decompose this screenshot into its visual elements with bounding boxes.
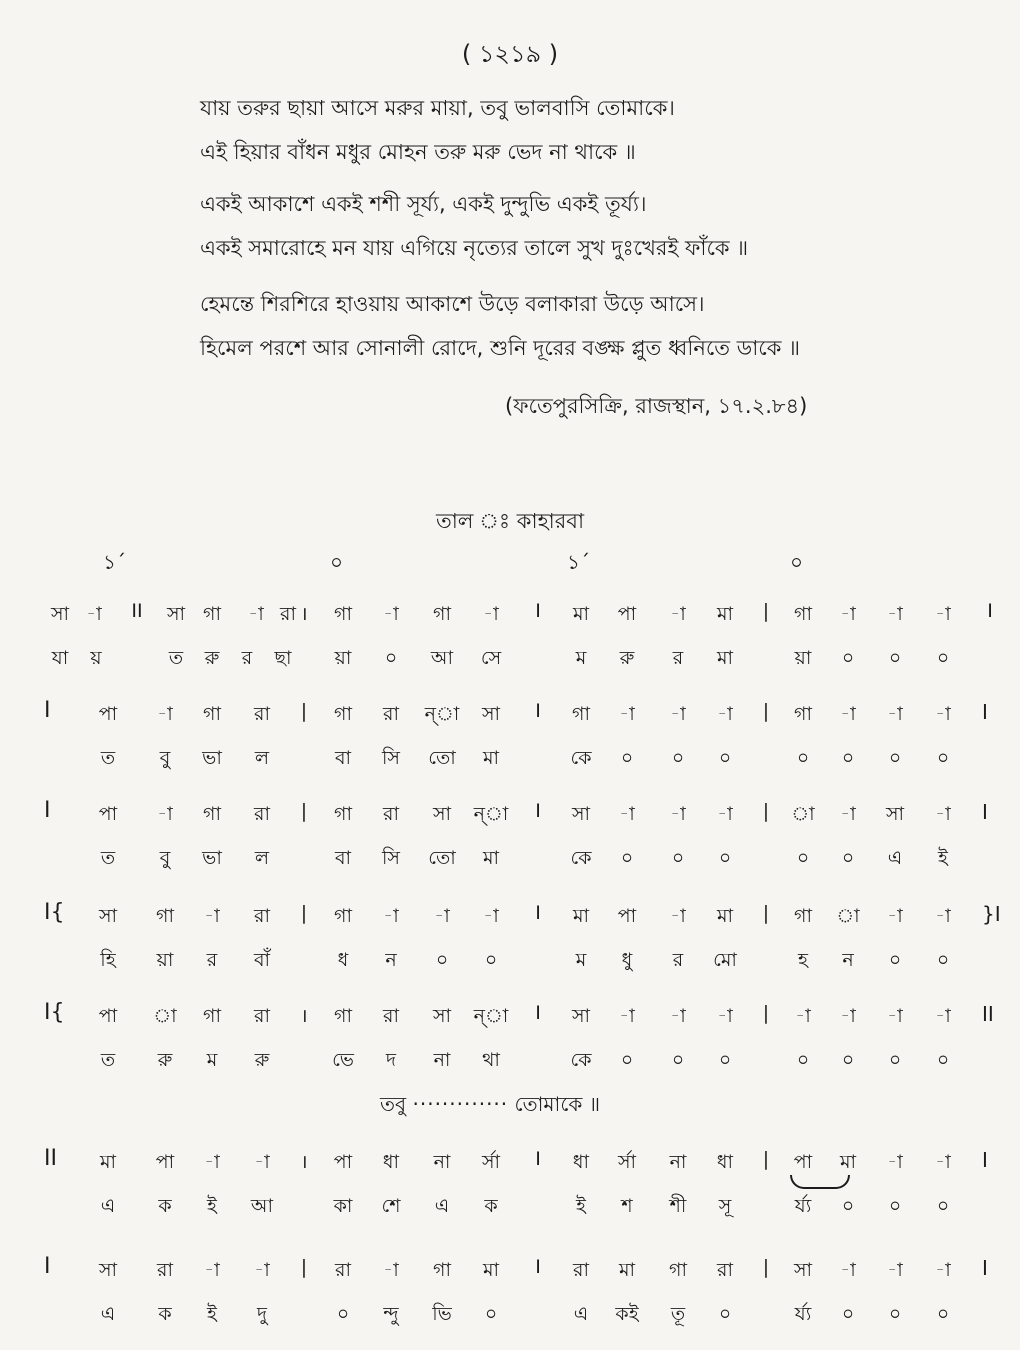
note-cell: না [669,1151,687,1173]
note-cell: সা [885,803,905,825]
note-cell: | [762,1256,770,1278]
lyric-syllable: ০ [841,1303,855,1325]
note-cell: -া [254,1151,270,1173]
lyric-syllable: মো [713,949,737,971]
lyric-syllable: র [672,949,684,971]
lyric-syllable: র [672,647,684,669]
note-cell: রা [254,1005,270,1027]
note-cell: পা [793,1151,813,1173]
lyric-syllable: ম [575,647,587,669]
row-start-mark: I{ [44,1000,65,1025]
lyric-syllable: ই [207,1303,217,1325]
note-cell: -া [670,803,686,825]
note-cell: সা [98,1259,118,1281]
row-end-mark: I [982,1148,988,1172]
note-cell: I [535,1256,541,1278]
note-cell: -া [254,1259,270,1281]
note-cell: মা [716,603,734,625]
note-cell: | [300,700,308,722]
note-cell: ধা [716,1151,734,1173]
lyric-syllable: ০ [484,949,498,971]
lyric-syllable: তো [428,747,456,769]
lyrics-stanza-2 [200,182,960,270]
note-cell: -া [383,1259,399,1281]
lyric-syllable: ম [575,949,587,971]
note-cell: -া [204,905,220,927]
note-cell: -া [935,905,951,927]
note-cell: গা [794,703,812,725]
note-cell: া [153,1005,177,1027]
note-cell: সা [166,603,186,625]
note-cell: গা [433,603,451,625]
note-cell: রা [383,803,399,825]
note-cell: া [836,905,860,927]
note-cell: -া [717,1005,733,1027]
note-cell: পা [98,803,118,825]
lyric-syllable: ০ [671,847,685,869]
note-cell: গা [572,703,590,725]
note-cell: | [762,800,770,822]
note-cell: -া [204,1151,220,1173]
lyric-syllable: সূ [718,1195,732,1217]
note-cell: রা [254,905,270,927]
row-start-mark: II [44,1146,57,1171]
note-cell: মা [618,1259,636,1281]
note-cell: I [535,600,541,622]
note-cell: -া [840,603,856,625]
lyric-syllable: য়া [334,647,352,669]
lyric-syllable: দু [257,1303,267,1325]
note-cell: গা [433,1259,451,1281]
note-cell: পা [98,703,118,725]
lyric-syllable: ০ [841,847,855,869]
lyric-syllable: এ [434,1195,450,1217]
note-cell: | [762,1148,770,1170]
note-cell: মা [572,603,590,625]
note-cell: -া [717,803,733,825]
lyric-syllable: ০ [888,1303,902,1325]
place-date: (ফতেপুরসিক্রি, রাজস্থান, ১৭.২.৮৪) [505,394,808,418]
row-end-mark: I [982,1256,988,1280]
note-cell: -া [887,1005,903,1027]
note-cell: -া [248,603,264,625]
note-cell: -া [887,1259,903,1281]
lyric-syllable: দ [386,1049,396,1071]
lyric-syllable: কে [570,847,592,869]
lyric-syllable: ০ [936,949,950,971]
note-cell: -া [935,1151,951,1173]
note-cell: -া [619,803,635,825]
note-cell: না [433,1151,451,1173]
lyric-syllable: ০ [888,949,902,971]
lyric-syllable: শ [621,1195,633,1217]
lyric-line: একই আকাশে একই শশী সূর্য্য, একই দুন্দুভি একই তূর্য্য। [200,192,647,216]
note-cell: -া [157,703,173,725]
note-cell: -া [483,603,499,625]
note-cell: সা [432,1005,452,1027]
note-cell: রা [573,1259,589,1281]
note-cell: গা [334,603,352,625]
lyric-syllable: ০ [718,1049,732,1071]
note-cell: -া [887,703,903,725]
page-number: ( ১২১৯ ) [461,40,559,68]
note-cell: -া [670,1005,686,1027]
lyric-syllable: আ [430,647,454,669]
lyric-syllable: ক [158,1195,172,1217]
note-cell: পা [98,1005,118,1027]
note-cell: সা [793,1259,813,1281]
note-cell: -া [887,1151,903,1173]
note-cell: I [535,700,541,722]
lyric-syllable: ০ [620,1049,634,1071]
lyric-syllable: ০ [435,949,449,971]
note-cell: | [300,800,308,822]
lyric-syllable: সে [480,647,502,669]
lyric-syllable: ছা [274,647,292,669]
lyric-syllable: ০ [841,1195,855,1217]
lyric-syllable: ০ [888,1195,902,1217]
note-cell: -া [483,905,499,927]
note-cell: র্সা [481,1151,501,1173]
note-cell: া [791,803,815,825]
lyric-syllable: আ [250,1195,274,1217]
lyric-syllable: কা [333,1195,353,1217]
lyric-syllable: ০ [936,1049,950,1071]
note-cell: -া [840,703,856,725]
lyric-line: যায় তরুর ছায়া আসে মরুর মায়া, তবু ভালবাসি তোমাকে। [200,96,675,120]
beat-marker: ০ [330,550,344,574]
lyric-syllable: ন্দু [383,1303,399,1325]
lyric-syllable: বা [334,847,352,869]
row-start-mark: I [44,1254,51,1279]
note-cell: -া [717,703,733,725]
lyric-line: হিমেল পরশে আর সোনালী রোদে, শুনি দূরের বঙ্ক্ষ প্লুত ধ্বনিতে ডাকে ॥ [200,336,800,360]
note-cell: গা [669,1259,687,1281]
note-cell: রা [254,803,270,825]
lyric-syllable: ম [206,1049,218,1071]
lyric-syllable: য়া [794,647,812,669]
lyric-syllable: এ [100,1303,116,1325]
beat-marker: ০ [790,550,804,574]
lyric-syllable: হি [100,949,116,971]
lyric-syllable: থা [482,1049,500,1071]
note-cell: রা [280,603,296,625]
lyric-syllable: তূ [670,1303,686,1325]
lyric-syllable: রু [254,1049,270,1071]
lyric-syllable: ০ [671,747,685,769]
lyric-syllable: ই [576,1195,586,1217]
lyric-syllable: ০ [936,747,950,769]
note-cell: -া [935,803,951,825]
lyric-syllable: রু [157,1049,173,1071]
note-cell: রা [157,1259,173,1281]
lyric-syllable: সি [382,747,400,769]
refrain-end: তোমাকে ॥ [514,1092,601,1116]
lyric-syllable: রু [619,647,635,669]
lyric-syllable: ত [100,1049,116,1071]
lyric-syllable: ০ [841,647,855,669]
note-cell: গা [334,703,352,725]
lyric-syllable: ০ [671,1049,685,1071]
note-cell: মা [839,1151,857,1173]
note-cell: -া [887,603,903,625]
note-cell: -া [619,1005,635,1027]
meend-arc [790,1175,850,1189]
row-end-mark: II [982,1002,994,1026]
note-cell: ন্‌া [473,803,509,825]
note-cell: র্সা [617,1151,637,1173]
lyric-syllable: র্য্য [794,1195,812,1217]
note-cell: সা [50,603,70,625]
note-cell: ন্‌া [473,1005,509,1027]
lyric-syllable: ০ [936,647,950,669]
note-cell: । [300,1005,308,1027]
note-cell: | [762,600,770,622]
lyric-syllable: ০ [888,747,902,769]
lyric-syllable: ত [168,647,184,669]
note-cell: | [300,902,308,924]
note-cell: -া [840,1259,856,1281]
refrain-dots: ············· [412,1092,509,1116]
row-start-mark: I [44,698,51,723]
lyric-syllable: ন [842,949,854,971]
lyric-syllable: ০ [336,1303,350,1325]
note-cell: সা [571,1005,591,1027]
note-cell: ন্‌া [424,703,460,725]
note-cell: সা [98,905,118,927]
note-cell: | [300,1256,308,1278]
lyric-syllable: ০ [484,1303,498,1325]
lyric-syllable: য় [90,647,102,669]
note-cell: -া [840,803,856,825]
lyric-syllable: ই [207,1195,217,1217]
lyrics-stanza-3 [200,282,960,370]
note-cell: -া [670,905,686,927]
note-cell: -া [157,803,173,825]
note-cell: -া [935,603,951,625]
lyric-syllable: মা [482,747,500,769]
lyric-syllable: ০ [888,647,902,669]
lyric-syllable: এ [100,1195,116,1217]
note-cell: -া [935,1005,951,1027]
row-start-mark: I{ [44,900,65,925]
lyric-syllable: যা [51,647,69,669]
lyric-syllable: ০ [620,747,634,769]
lyric-syllable: ভা [202,847,222,869]
lyric-syllable: এ [887,847,903,869]
lyric-syllable: কে [570,1049,592,1071]
note-cell: মা [99,1151,117,1173]
lyric-syllable: ই [938,847,948,869]
lyric-syllable: ন [385,949,397,971]
note-cell: -া [383,905,399,927]
lyric-syllable: ০ [718,847,732,869]
note-cell: -া [619,703,635,725]
lyric-syllable: শী [669,1195,687,1217]
note-cell: পা [617,905,637,927]
lyric-syllable: বাঁ [253,949,271,971]
lyric-syllable: ০ [936,1303,950,1325]
row-end-mark: }I [982,902,1001,926]
note-cell: -া [935,1259,951,1281]
note-cell: -া [795,1005,811,1027]
note-cell: গা [203,703,221,725]
lyric-syllable: শে [381,1195,401,1217]
refrain-line [380,1090,600,1123]
note-cell: | [762,700,770,722]
lyric-syllable: কই [615,1303,639,1325]
lyric-syllable: ধু [621,949,633,971]
row-start-mark: I [44,798,51,823]
lyric-syllable: ০ [620,847,634,869]
note-cell: । [300,1151,308,1173]
lyric-syllable: মা [716,647,734,669]
note-cell: মা [572,905,590,927]
lyric-syllable: ০ [841,1049,855,1071]
lyric-syllable: মা [482,847,500,869]
note-cell: । [300,603,308,625]
lyric-syllable: না [433,1049,451,1071]
lyric-syllable: য়া [156,949,174,971]
note-cell: পা [333,1151,353,1173]
note-cell: -া [383,603,399,625]
note-cell: -া [86,603,102,625]
note-cell: -া [840,1005,856,1027]
note-cell: I [535,902,541,924]
lyric-line: এই হিয়ার বাঁধন মধুর মোহন তরু মরু ভেদ না থাকে ॥ [200,140,636,164]
lyric-syllable: ল [254,847,270,869]
lyric-line: একই সমারোহে মন যায় এগিয়ে নৃত্যের তালে সুখ দুঃখেরই ফাঁকে ॥ [200,236,749,260]
lyric-syllable: ক [158,1303,172,1325]
lyric-syllable: ০ [936,1195,950,1217]
lyric-syllable: ০ [796,847,810,869]
note-cell: I [987,600,993,622]
note-cell: গা [794,603,812,625]
lyric-syllable: সি [382,847,400,869]
row-end-mark: I [982,800,988,824]
note-cell: -া [204,1259,220,1281]
lyric-syllable: ভে [332,1049,354,1071]
lyric-syllable: ০ [888,1049,902,1071]
lyric-syllable: কে [570,747,592,769]
note-cell: রা [717,1259,733,1281]
lyric-syllable: র [241,647,253,669]
lyric-syllable: ভা [202,747,222,769]
note-cell: -া [887,905,903,927]
lyric-syllable: র [206,949,218,971]
note-cell: II [131,600,143,622]
note-cell: গা [156,905,174,927]
note-cell: গা [334,803,352,825]
beat-marker: ১´ [103,550,126,574]
note-cell: -া [670,603,686,625]
lyric-syllable: র্য্য [794,1303,812,1325]
note-cell: সা [432,803,452,825]
note-cell: রা [335,1259,351,1281]
note-cell: সা [571,803,591,825]
note-cell: মা [482,1259,500,1281]
note-cell: গা [794,905,812,927]
lyric-syllable: রু [204,647,220,669]
note-cell: | [762,902,770,924]
note-cell: গা [203,803,221,825]
note-cell: গা [203,603,221,625]
note-cell: মা [716,905,734,927]
lyric-syllable: বা [334,747,352,769]
note-cell: I [535,800,541,822]
note-cell: রা [383,1005,399,1027]
lyric-syllable: বু [159,747,171,769]
note-cell: গা [203,1005,221,1027]
lyric-syllable: ত [100,747,116,769]
beat-marker: ১´ [567,550,590,574]
taal-heading: তাল ঃ কাহারবা [435,509,585,533]
note-cell: -া [935,703,951,725]
lyric-syllable: ০ [796,747,810,769]
note-cell: রা [254,703,270,725]
lyric-syllable: বু [159,847,171,869]
lyric-syllable: এ [573,1303,589,1325]
note-cell: -া [434,905,450,927]
note-cell: পা [617,603,637,625]
lyric-syllable: ০ [841,747,855,769]
lyric-syllable: ০ [718,1303,732,1325]
note-cell: -া [670,703,686,725]
note-cell: গা [334,1005,352,1027]
note-cell: সা [481,703,501,725]
lyrics-stanza-1 [200,86,960,174]
note-cell: I [535,1002,541,1024]
lyric-syllable: ত [100,847,116,869]
lyric-line: হেমন্তে শিরশিরে হাওয়ায় আকাশে উড়ে বলাকারা উড়ে আসে। [200,292,705,316]
lyric-syllable: ০ [384,647,398,669]
lyric-syllable: ক [484,1195,498,1217]
lyric-syllable: হ [798,949,808,971]
note-cell: রা [383,703,399,725]
note-cell: ধা [382,1151,400,1173]
lyric-syllable: ০ [718,747,732,769]
lyric-syllable: তো [428,847,456,869]
note-cell: | [762,1002,770,1024]
note-cell: পা [155,1151,175,1173]
lyric-syllable: ভি [432,1303,452,1325]
note-cell: গা [334,905,352,927]
note-cell: I [535,1148,541,1170]
lyric-syllable: ল [254,747,270,769]
row-end-mark: I [982,700,988,724]
note-cell: ধা [572,1151,590,1173]
refrain-start: তবু [380,1092,407,1116]
lyric-syllable: ধ [337,949,349,971]
lyric-syllable: ০ [796,1049,810,1071]
